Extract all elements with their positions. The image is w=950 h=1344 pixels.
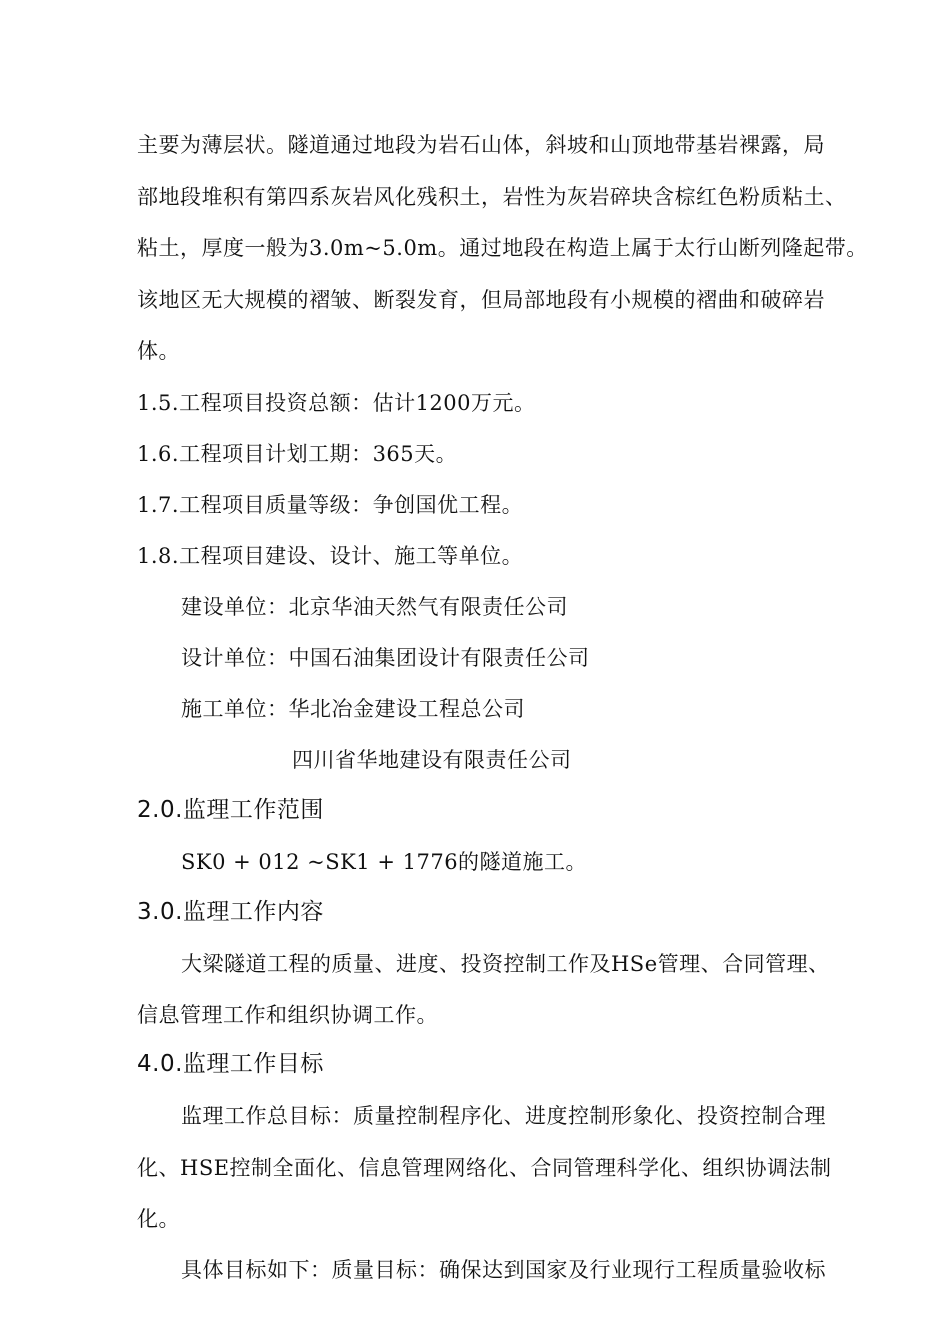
section-4-line-4: 具体目标如下：质量目标：确保达到国家及行业现行工程质量验收标 [181,1258,826,1282]
section-4-line-2: 化、HSE控制全面化、信息管理网络化、合同管理科学化、组织协调法制 [137,1156,832,1180]
units-title-item: 1.8.工程项目建设、设计、施工等单位。 [137,544,524,568]
section-3-line-2: 信息管理工作和组织协调工作。 [137,1003,438,1027]
owner-unit: 建设单位：北京华油天然气有限责任公司 [181,595,568,619]
contractor-unit-2: 四川省华地建设有限责任公司 [292,748,572,772]
contractor-unit-1: 施工单位：华北冶金建设工程总公司 [181,697,525,721]
designer-unit: 设计单位：中国石油集团设计有限责任公司 [181,646,590,670]
geology-line-4: 该地区无大规模的褶皱、断裂发育，但局部地段有小规模的褶曲和破碎岩 [137,288,825,312]
section-3-line-1: 大梁隧道工程的质量、进度、投资控制工作及HSe管理、合同管理、 [181,952,830,976]
duration-item: 1.6.工程项目计划工期：365天。 [137,442,458,466]
section-3-heading: 3.0.监理工作内容 [137,899,324,925]
section-2-heading: 2.0.监理工作范围 [137,797,324,823]
geology-line-2: 部地段堆积有第四系灰岩风化残积土，岩性为灰岩碎块含棕红色粉质粘土、 [137,185,847,209]
geology-line-1: 主要为薄层状。隧道通过地段为岩石山体，斜坡和山顶地带基岩裸露，局 [137,133,825,157]
investment-item: 1.5.工程项目投资总额：估计1200万元。 [137,391,536,415]
geology-line-3: 粘土，厚度一般为3.0m~5.0m。通过地段在构造上属于太行山断列隆起带。 [137,236,868,260]
section-4-line-3: 化。 [137,1207,180,1231]
section-4-heading: 4.0.监理工作目标 [137,1051,324,1077]
section-2-text: SK0 + 012 ~SK1 + 1776的隧道施工。 [181,850,588,874]
section-4-line-1: 监理工作总目标：质量控制程序化、进度控制形象化、投资控制合理 [181,1104,826,1128]
geology-line-5: 体。 [137,339,180,363]
quality-grade-item: 1.7.工程项目质量等级：争创国优工程。 [137,493,524,517]
